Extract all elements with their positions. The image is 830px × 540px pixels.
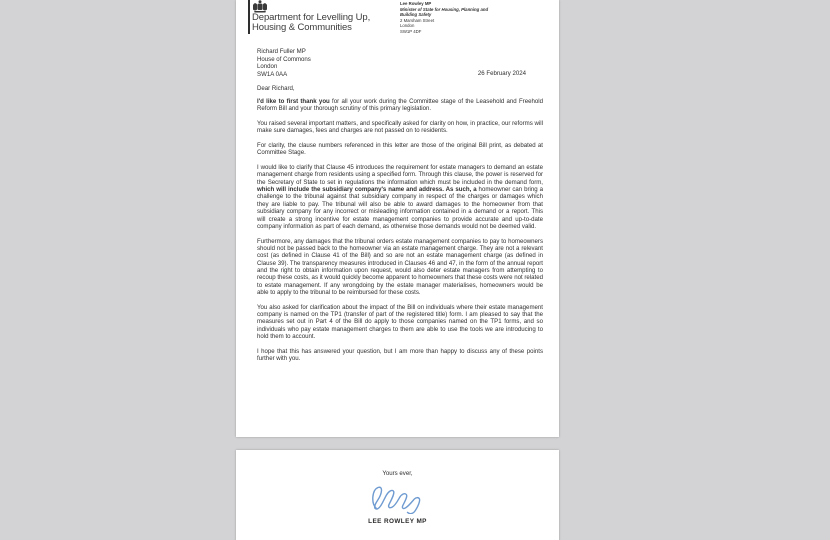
- department-name: [252, 13, 370, 34]
- letter-page-2: [236, 450, 559, 540]
- paragraph-3: [257, 142, 543, 157]
- paragraph-2: [257, 120, 543, 135]
- govuk-logo-bar: [248, 0, 250, 34]
- paragraph-1: [257, 98, 543, 113]
- paragraph-segment: I'd like to first thank you: [257, 98, 330, 105]
- paragraph-segment: You raised several important matters, and specifically asked for clarity on how, in practice, our reforms will make sure damages, fees and charges are not passed on to residents.: [257, 120, 543, 135]
- letter-page-1: [236, 0, 559, 437]
- valediction: Yours ever,: [382, 470, 413, 477]
- paragraph-segment: I would like to clarify that Clause 45 introduces the requirement for estate managers to demand an estate management charge from residents using a specified form. Through this clause, the power is reserved for the Secretary of State to set in regulations the information which must be included in the demand form,: [257, 164, 543, 186]
- paragraph-6: [257, 304, 543, 341]
- sender-address-line2: London: [400, 23, 415, 29]
- recipient-line4: SW1A 0AA: [257, 70, 288, 78]
- sender-name: Lee Rowley MP: [400, 1, 432, 6]
- sender-title-line2: Building Safety: [400, 12, 432, 18]
- recipient-line3: London: [257, 63, 278, 70]
- signatory-name: LEE ROWLEY MP: [368, 518, 427, 525]
- paragraph-segment: for all your work during the Committee stage of the Leasehold and Freehold Reform Bill and your thorough scrutiny of this primary legislation.: [257, 98, 543, 113]
- signature-scrawl-icon: [236, 482, 559, 519]
- paragraph-segment: homeowner can bring a challenge to the tribunal against that subsidiary company in respect of the charges or damages which they are liable to pay. The tribunal will also be able to award damages to the homeowner from that subsidiary company for any incorrect or misleading information contained in a demand or a report. This will create a strong incentive for estate management companies to provide accurate and up-to-date company information as part of each demand, as otherwise those demands would not be deemed valid.: [257, 186, 543, 230]
- sender-postcode: SW1P 4DF: [400, 28, 422, 34]
- letter-body: [257, 98, 543, 370]
- salutation: Dear Richard,: [257, 85, 295, 92]
- paragraph-segment: which will include the subsidiary company's name and address. As such, a: [257, 186, 477, 194]
- department-name-line1: Department for Levelling Up,: [252, 12, 371, 23]
- paragraph-segment: You also asked for clarification about the impact of the Bill on individuals where their estate management company is named on the TP1 (transfer of part of the registered title) form. I am pleased to say that the measures set out in Part 4 of the Bill do apply to those companies named on the TP1 forms, and so individuals who pay estate management charges to them are able to use the tools we are introducing to hold them to account.: [257, 303, 543, 340]
- paragraph-segment: I hope that this has answered your question, but I am more than happy to discuss any of these points further with you.: [257, 347, 543, 363]
- paragraph-7: [257, 348, 543, 363]
- recipient-name: Richard Fuller MP: [257, 48, 306, 55]
- paragraph-5: [257, 238, 543, 297]
- sender-address-line1: 2 Marsham Street: [400, 17, 435, 23]
- letter-date: 26 February 2024: [477, 70, 526, 77]
- paragraph-segment: Furthermore, any damages that the tribunal orders estate management companies to pay to homeowners should not be passed back to the homeowner via an estate management charge. They are not a relevant cost (as defined in Clause 41 of the Bill) and so are not an estate management charge (as defined in Clause 39). The transparency measures introduced in Clauses 46 and 47, in the form of the annual report and the right to obtain information upon request, would also deter estate managers from attempting to recoup these costs, as it would quickly become apparent to homeowners that these costs were not related to estate management. If any wrongdoing by the estate manager materialises, homeowners would be able to apply to the tribunal to be reimbursed for these costs.: [257, 237, 543, 296]
- sender-title-line1: Minister of State for Housing, Planning and: [400, 6, 489, 12]
- paragraph-segment: For clarity, the clause numbers referenced in this letter are those of the original Bill print, as debated at Committee Stage.: [257, 142, 543, 157]
- paragraph-4: [257, 164, 543, 230]
- recipient-line2: House of Commons: [257, 55, 311, 63]
- sender-block: [400, 1, 488, 35]
- department-name-line2: Housing & Communities: [252, 22, 352, 34]
